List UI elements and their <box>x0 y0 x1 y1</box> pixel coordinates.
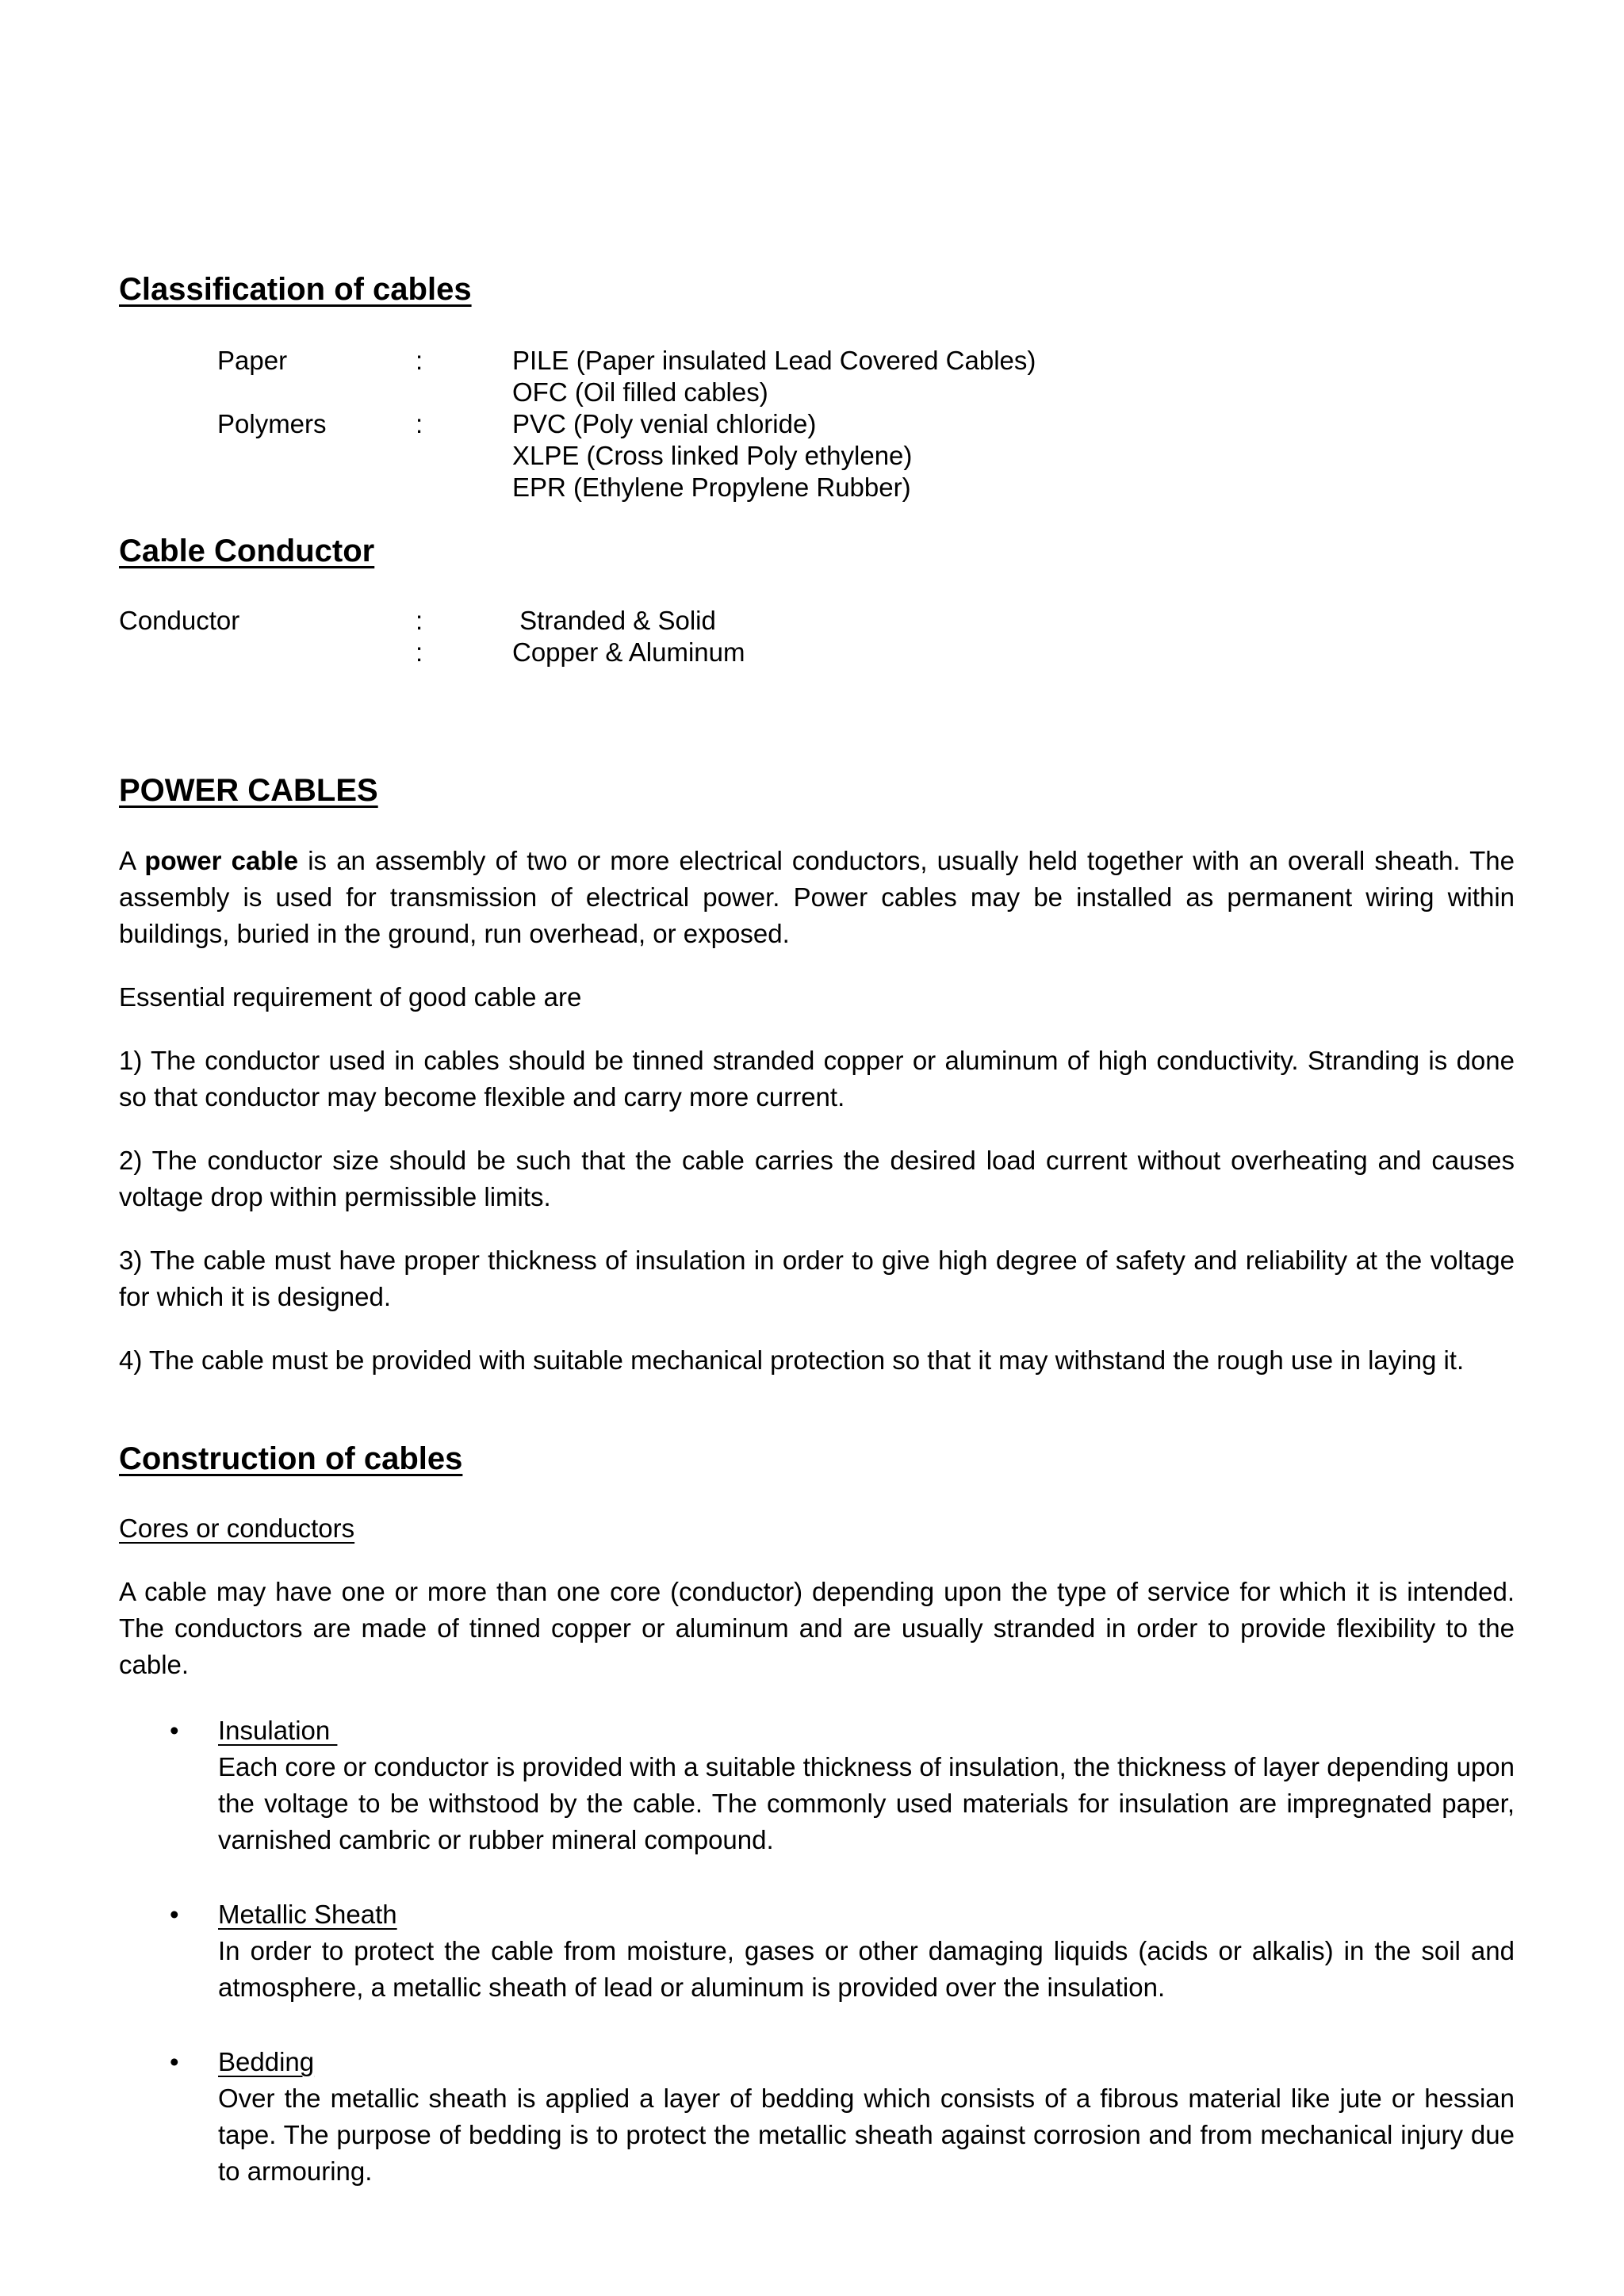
bullet-item-bedding <box>119 2044 1515 2186</box>
bullet-body <box>218 1896 1515 2006</box>
bullet-title: Metallic Sheath <box>218 1900 397 1929</box>
conductor-colon: : <box>416 606 423 635</box>
classification-colon: : <box>416 346 423 375</box>
classification-value: OFC (Oil filled cables) <box>512 377 768 407</box>
intro-rest: is an assembly of two or more electrical conductors, usually held together with an overall sheath. The assembly is used for transmission of electrical power. Power cables may be installed as permanent wiring within buildings, buried in the ground, run overhead, or exposed. <box>119 846 1515 948</box>
bullet-text: Over the metallic sheath is applied a layer of bedding which consists of a fibrous material like jute or hessian tape. The purpose of bedding is to protect the metallic sheath against corrosion and from mechanical injury due to armouring. <box>218 2084 1515 2186</box>
construction-paragraph: A cable may have one or more than one core (conductor) depending upon the type of service for which it is intended. The conductors are made of tinned copper or aluminum and are usually stranded in order to provide flexibility to the cable. <box>119 1577 1515 1679</box>
requirement-item: 1) The conductor used in cables should be tinned stranded copper or aluminum of high conductivity. Stranding is done so that conductor may become flexible and carry more current. <box>119 1046 1515 1112</box>
construction-heading: Construction of cables <box>119 1441 463 1476</box>
requirement-item: 2) The conductor size should be such that the cable carries the desired load current without overheating and causes voltage drop within permissible limits. <box>119 1146 1515 1211</box>
requirement-item: 4) The cable must be provided with suitable mechanical protection so that it may withstand the rough use in laying it. <box>119 1345 1465 1375</box>
conductor-value: Copper & Aluminum <box>512 637 745 667</box>
bullet-title: Bedding <box>218 2047 315 2076</box>
classification-value: XLPE (Cross linked Poly ethylene) <box>512 441 913 470</box>
conductor-heading: Cable Conductor <box>119 534 375 568</box>
intro-bold-term: power cable <box>144 846 299 875</box>
bullet-icon: • <box>170 2047 179 2076</box>
construction-subheading: Cores or conductors <box>119 1513 355 1543</box>
bullet-body <box>218 2044 1515 2190</box>
intro-prefix: A <box>119 846 145 875</box>
classification-value: PILE (Paper insulated Lead Covered Cables) <box>512 346 1036 375</box>
conductor-colon: : <box>416 637 423 667</box>
conductor-value: Stranded & Solid <box>512 606 716 635</box>
requirements-title: Essential requirement of good cable are <box>119 982 582 1012</box>
requirement-item: 3) The cable must have proper thickness of insulation in order to give high degree of safety and reliability at the voltage for which it is designed. <box>119 1246 1515 1311</box>
bullet-text: Each core or conductor is provided with a suitable thickness of insulation, the thickness of layer depending upon the voltage to be withstood by the cable. The commonly used materials for insulation are impregnated paper, varnished cambric or rubber mineral compound. <box>218 1752 1515 1854</box>
classification-heading: Classification of cables <box>119 272 472 307</box>
bullet-title: Insulation <box>218 1716 338 1745</box>
bullet-text: In order to protect the cable from moisture, gases or other damaging liquids (acids or alkalis) in the soil and atmosphere, a metallic sheath of lead or aluminum is provided over the insulation. <box>218 1936 1515 2002</box>
classification-value: EPR (Ethylene Propylene Rubber) <box>512 473 911 502</box>
power-cable-intro <box>119 843 1515 952</box>
bullet-body <box>218 1712 1515 1858</box>
bullet-item-insulation <box>119 1712 1515 1854</box>
power-cables-heading: POWER CABLES <box>119 773 378 808</box>
classification-value: PVC (Poly venial chloride) <box>512 409 817 438</box>
bullet-item-metallic-sheath <box>119 1896 1515 2002</box>
bullet-icon: • <box>170 1716 179 1745</box>
bullet-icon: • <box>170 1900 179 1929</box>
classification-colon: : <box>416 409 423 438</box>
classification-label-polymers: Polymers <box>217 409 327 438</box>
conductor-label: Conductor <box>119 606 240 635</box>
classification-label-paper: Paper <box>217 346 288 375</box>
